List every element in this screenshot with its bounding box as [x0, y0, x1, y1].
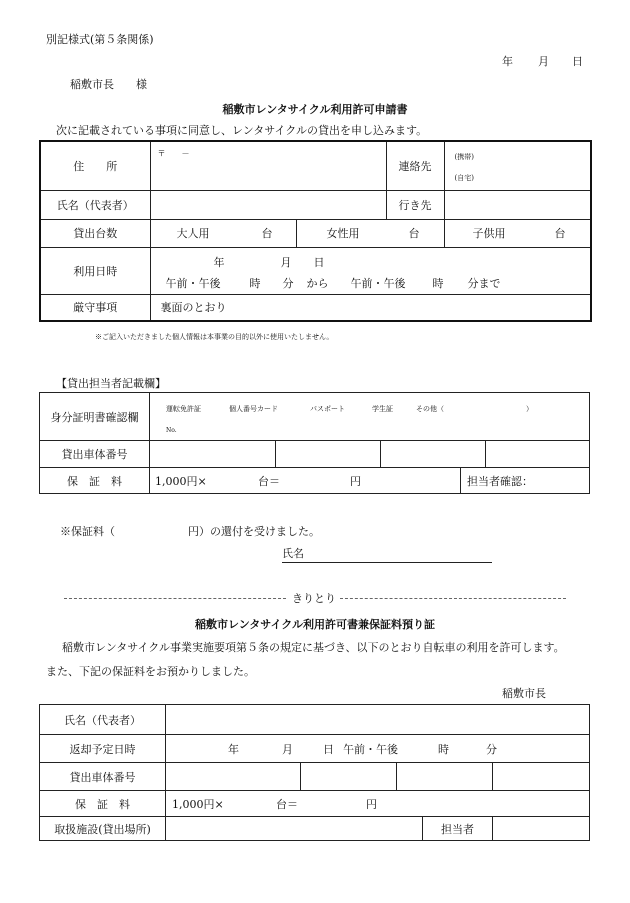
staff-bike-cell-3[interactable]	[381, 441, 486, 468]
refund-name-label: 氏名	[282, 547, 304, 560]
adult-count-field[interactable]	[150, 219, 296, 247]
header-date-day: 日	[572, 55, 583, 68]
female-count-field[interactable]	[296, 219, 444, 247]
staff-deposit-label: 保 証 料	[40, 468, 150, 494]
id-option-student[interactable]: 学生証	[372, 405, 393, 413]
staff-confirm-label: 担当者確認：	[467, 475, 533, 488]
staff-bike-cell-4[interactable]	[486, 441, 590, 468]
child-unit: 台	[554, 226, 566, 240]
permit-deposit-count: 台＝	[276, 798, 298, 811]
permit-return-hour: 時	[438, 743, 449, 756]
until-hour: 時	[432, 276, 444, 290]
date-month: 月	[280, 255, 292, 269]
refund-text-end: 円）の還付を受けました。	[188, 525, 320, 538]
application-table	[39, 140, 592, 322]
cut-line-label: きりとり	[292, 592, 336, 605]
from-word: から	[306, 276, 329, 290]
permit-deposit-yen: 円	[366, 798, 377, 811]
privacy-note: ※ご記入いただきました個人情報は本事業の目的以外に使用いたしません。	[95, 333, 334, 341]
id-row	[40, 393, 590, 441]
rules-label: 厳守事項	[40, 294, 150, 321]
permit-return-day: 日	[323, 743, 334, 756]
permit-bike-cell-3[interactable]	[397, 763, 493, 791]
id-option-license[interactable]: 運転免許証	[166, 405, 201, 413]
count-row	[40, 219, 591, 247]
staff-bike-cell-2[interactable]	[276, 441, 381, 468]
permit-return-minute: 分	[486, 743, 497, 756]
from-minute: 分	[282, 276, 294, 290]
application-title: 稲敷市レンタサイクル利用許可申請書	[222, 103, 408, 116]
postal-mark: 〒 －	[157, 149, 190, 158]
staff-table	[39, 392, 590, 494]
adult-unit: 台	[261, 226, 273, 240]
until-ampm: 午前・午後	[350, 276, 406, 290]
staff-confirm-field[interactable]	[461, 468, 590, 494]
child-label: 子供用	[472, 226, 506, 240]
staff-deposit-row	[40, 468, 590, 494]
permit-deposit-unit-price: 1,000円×	[172, 798, 224, 811]
permit-return-row	[40, 735, 590, 763]
date-row	[40, 247, 591, 294]
staff-deposit-yen: 円	[350, 475, 361, 488]
id-option-other[interactable]: その他（	[416, 405, 444, 413]
refund-text-start: ※保証料（	[60, 525, 115, 538]
date-day: 日	[313, 255, 325, 269]
permit-body-2: また、下記の保証料をお預かりしました。	[46, 665, 255, 678]
from-hour: 時	[249, 276, 261, 290]
permit-facility-label: 取扱施設(貸出場所)	[40, 817, 166, 841]
permit-deposit-row	[40, 791, 590, 817]
permit-deposit-field[interactable]	[166, 791, 590, 817]
adult-label: 大人用	[176, 226, 210, 240]
permit-issuer: 稲敷市長	[502, 687, 546, 700]
home-label: (自宅)	[454, 174, 474, 182]
address-label: 住 所	[40, 141, 150, 190]
application-intro: 次に記載されている事項に同意し、レンタサイクルの貸出を申し込みます。	[56, 124, 428, 137]
staff-bike-row	[40, 441, 590, 468]
permit-name-label: 氏名（代表者）	[40, 705, 166, 735]
from-ampm: 午前・午後	[165, 276, 221, 290]
permit-facility-field[interactable]	[166, 817, 423, 841]
addressee: 稲敷市長 様	[70, 78, 147, 91]
date-label: 利用日時	[40, 247, 150, 294]
cut-line-left	[64, 598, 286, 599]
refund-amount-field[interactable]	[122, 522, 184, 538]
count-label: 貸出台数	[40, 219, 150, 247]
female-unit: 台	[408, 226, 420, 240]
form-number: 別記様式(第５条関係)	[46, 33, 154, 46]
until-minute: 分まで	[467, 276, 501, 290]
address-row	[40, 141, 591, 190]
staff-deposit-unit-price: 1,000円×	[155, 475, 207, 488]
mobile-label: (携帯)	[454, 153, 474, 161]
destination-label: 行き先	[386, 190, 444, 219]
name-field[interactable]	[150, 190, 386, 219]
permit-name-field[interactable]	[166, 705, 590, 735]
header-date-year: 年	[502, 55, 513, 68]
contact-label: 連絡先	[386, 141, 444, 190]
cut-line-right	[340, 598, 566, 599]
destination-field[interactable]	[444, 190, 591, 219]
permit-staff-field[interactable]	[493, 817, 590, 841]
permit-body-1: 稲敷市レンタサイクル事業実施要項第５条の規定に基づき、以下のとおり自転車の利用を許可します。	[62, 641, 565, 654]
permit-bike-label: 貸出車体番号	[40, 763, 166, 791]
name-label: 氏名（代表者）	[40, 190, 150, 219]
permit-facility-row	[40, 817, 590, 841]
staff-deposit-field[interactable]	[150, 468, 461, 494]
id-option-mynumber[interactable]: 個人番号カード	[229, 405, 278, 413]
name-row	[40, 190, 591, 219]
permit-return-label: 返却予定日時	[40, 735, 166, 763]
address-field[interactable]	[150, 141, 386, 190]
refund-name-line[interactable]	[282, 562, 492, 563]
permit-bike-cell-2[interactable]	[301, 763, 397, 791]
rules-value: 裏面のとおり	[150, 294, 591, 321]
permit-return-field[interactable]	[166, 735, 590, 763]
id-number-label: No.	[166, 427, 177, 434]
staff-deposit-count: 台＝	[258, 475, 280, 488]
id-label: 身分証明書確認欄	[40, 393, 150, 441]
child-count-field[interactable]	[444, 219, 591, 247]
female-label: 女性用	[326, 226, 360, 240]
id-options-field[interactable]	[150, 393, 590, 441]
permit-return-month: 月	[282, 743, 293, 756]
permit-name-row	[40, 705, 590, 735]
contact-field[interactable]	[444, 141, 591, 190]
permit-deposit-label: 保 証 料	[40, 791, 166, 817]
staff-bike-cell-1[interactable]	[150, 441, 276, 468]
permit-title: 稲敷市レンタサイクル利用許可書兼保証料預り証	[195, 618, 435, 631]
permit-table	[39, 704, 590, 841]
header-date-month: 月	[538, 55, 549, 68]
permit-staff-label: 担当者	[423, 817, 493, 841]
staff-bike-label: 貸出車体番号	[40, 441, 150, 468]
permit-bike-cell-4[interactable]	[493, 763, 590, 791]
rules-row	[40, 294, 591, 321]
permit-return-ampm: 午前・午後	[343, 743, 398, 756]
id-option-passport[interactable]: パスポート	[310, 405, 345, 413]
permit-return-year: 年	[228, 743, 239, 756]
date-field[interactable]	[150, 247, 591, 294]
id-option-close: ）	[526, 405, 533, 413]
permit-bike-cell-1[interactable]	[166, 763, 301, 791]
date-year: 年	[213, 255, 225, 269]
staff-heading: 【貸出担当者記載欄】	[56, 377, 166, 390]
permit-bike-row	[40, 763, 590, 791]
